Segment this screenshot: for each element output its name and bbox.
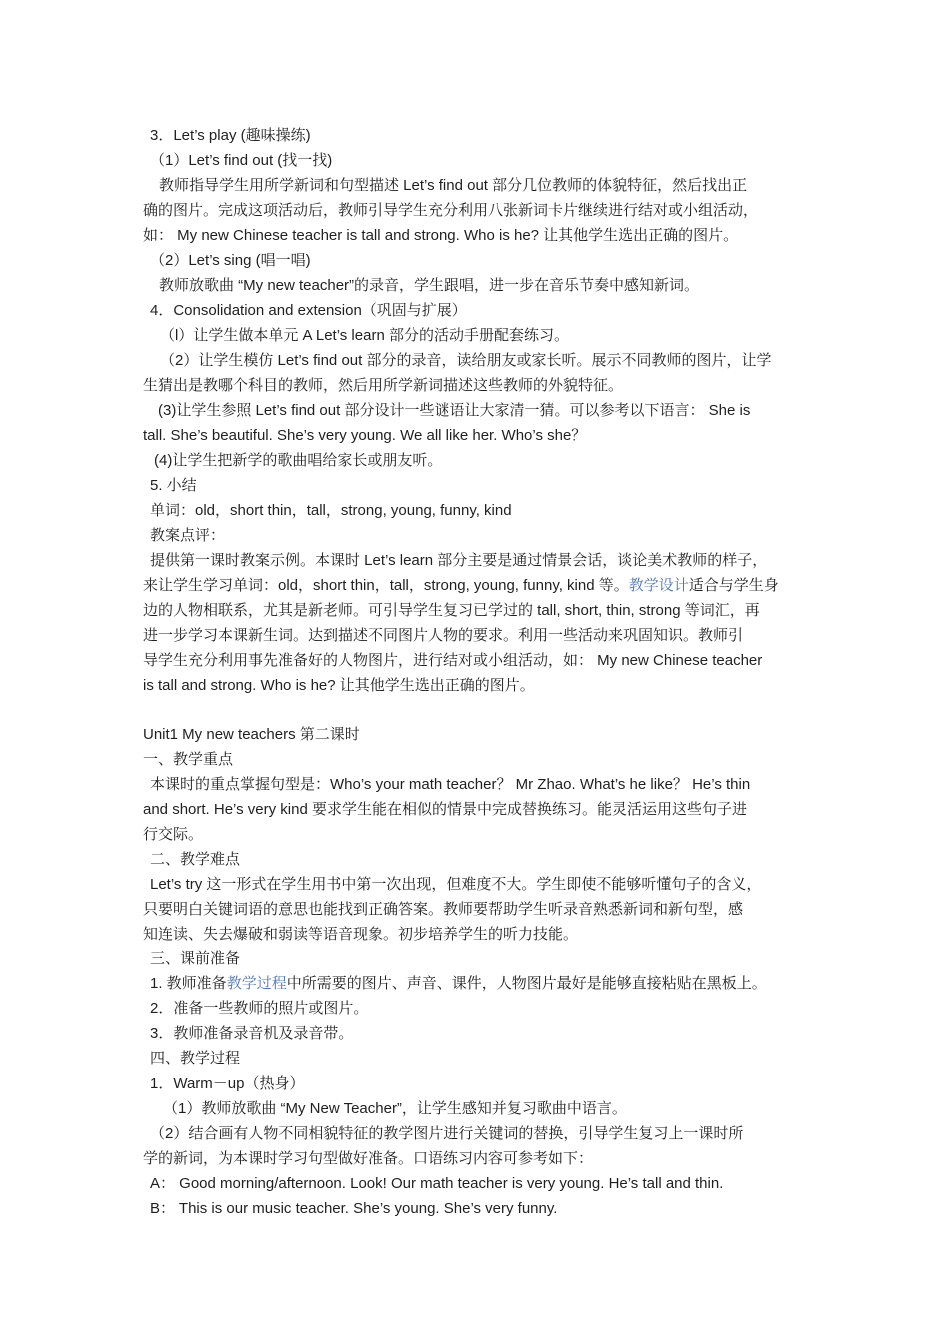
text-line	[143, 648, 823, 673]
text-line	[150, 248, 830, 273]
text-line	[143, 822, 823, 847]
text-line	[143, 598, 823, 623]
text-line	[150, 946, 830, 971]
text-line	[143, 623, 823, 648]
text-line	[150, 498, 830, 523]
line-text: 3．Let’s play (趣味操练)	[150, 127, 311, 144]
line-text: 四、教学过程	[150, 1050, 241, 1067]
text-line	[154, 448, 834, 473]
text-line	[150, 548, 830, 573]
line-text: 提供第一课时教案示例。本课时 Let’s learn 部分主要是通过情景会话，谈论美术教师的样子，	[150, 552, 768, 569]
text-line	[150, 523, 830, 548]
text-line	[150, 148, 830, 173]
text-line	[160, 323, 840, 348]
text-line	[160, 348, 840, 373]
line-text: Let’s try 这一形式在学生用书中第一次出现，但难度不大。学生即使不能够听懂句子的含义，	[150, 876, 762, 893]
line-text: 3．教师准备录音机及录音带。	[150, 1025, 354, 1042]
text-line	[150, 1021, 830, 1046]
text-line	[143, 922, 823, 947]
line-text: （2）让学生模仿 Let’s find out 部分的录音，读给朋友或家长听。展示不同教师的图片，让学	[160, 352, 772, 369]
text-line	[150, 971, 830, 996]
line-text: 边的人物相联系，尤其是新老师。可引导学生复习已学过的 tall, short, thin, strong 等词汇，再	[143, 602, 760, 619]
text-line	[143, 423, 823, 448]
line-text: 教师指导学生用所学新词和句型描述 Let’s find out 部分几位教师的体貌特征，然后找出正	[159, 177, 748, 194]
line-text: is tall and strong. Who is he? 让其他学生选出正确的图片。	[143, 677, 535, 694]
text-line	[159, 173, 839, 198]
line-text: 本课时的重点掌握句型是：Who’s your math teacher？ Mr Zhao. What’s he like？ He’s thin	[150, 776, 751, 793]
text-line	[158, 398, 838, 423]
line-text: 2．准备一些教师的照片或图片。	[150, 1000, 369, 1017]
line-text: 进一步学习本课新生词。达到描述不同图片人物的要求。利用一些活动来巩固知识。教师引	[143, 627, 744, 644]
line-text: 只要明白关键词语的意思也能找到正确答案。教师要帮助学生听录音熟悉新词和新句型，感	[143, 901, 744, 918]
line-text: （l）让学生做本单元 A Let’s learn 部分的活动手册配套练习。	[160, 327, 569, 344]
line-text: 学的新词，为本课时学习句型做好准备。口语练习内容可参考如下：	[143, 1150, 594, 1167]
inline-link[interactable]: 教学过程	[226, 975, 287, 992]
line-text: 1. 教师准备	[150, 975, 227, 992]
text-line	[163, 1096, 843, 1121]
text-line	[150, 847, 830, 872]
text-line	[143, 747, 823, 772]
line-text: 来让学生学习单词：old，short thin，tall，strong, young, funny, kind 等。	[143, 577, 629, 594]
text-line	[150, 996, 830, 1021]
line-text: (3)让学生参照 Let’s find out 部分设计一些谜语让大家清一猜。可以参考以下语言： She is	[158, 402, 751, 419]
line-text: 教案点评：	[150, 527, 226, 544]
text-line	[150, 298, 830, 323]
text-line	[150, 1071, 830, 1096]
line-text: 知连读、失去爆破和弱读等语音现象。初步培养学生的听力技能。	[143, 926, 579, 943]
text-line	[143, 722, 823, 747]
text-line	[143, 573, 823, 598]
text-line	[143, 373, 823, 398]
line-text: and short. He’s very kind 要求学生能在相似的情景中完成替换练习。能灵活运用这些句子进	[143, 801, 747, 818]
text-line	[150, 1171, 830, 1196]
line-text: tall. She’s beautiful. She’s very young. We all like her. Who’s she？	[143, 427, 587, 444]
line-text: （1）教师放歌曲 “My New Teacher”，让学生感知并复习歌曲中语言。	[163, 1100, 627, 1117]
line-text: （1）Let’s find out (找一找)	[150, 152, 333, 169]
text-line	[150, 123, 830, 148]
line-text: A： Good morning/afternoon. Look! Our math teacher is very young. He’s tall and thin.	[150, 1175, 724, 1192]
text-line	[159, 273, 839, 298]
text-line	[143, 1146, 823, 1171]
line-text: 4．Consolidation and extension（巩固与扩展）	[150, 302, 467, 319]
text-line	[150, 1046, 830, 1071]
line-text-continued: 中所需要的图片、声音、课件，人物图片最好是能够直接粘贴在黑板上。	[286, 975, 767, 992]
text-line	[150, 772, 830, 797]
line-text: 导学生充分利用事先准备好的人物图片，进行结对或小组活动，如： My new Chinese teacher	[143, 652, 763, 669]
line-text: 单词：old，short thin，tall，strong, young, funny, kind	[150, 502, 512, 519]
text-line	[143, 673, 823, 698]
inline-link[interactable]: 教学设计	[628, 577, 689, 594]
line-text: (4)让学生把新学的歌曲唱给家长或朋友听。	[154, 452, 443, 469]
line-text: （2）结合画有人物不同相貌特征的教学图片进行关键词的替换，引导学生复习上一课时所	[150, 1125, 744, 1142]
line-text: Unit1 My new teachers 第二课时	[143, 726, 360, 743]
line-text: 一、教学重点	[143, 751, 234, 768]
text-line	[143, 198, 823, 223]
line-text: 1．Warm－up（热身）	[150, 1075, 305, 1092]
line-text: 5. 小结	[150, 477, 197, 494]
line-text: （2）Let’s sing (唱一唱)	[150, 252, 311, 269]
line-text: 二、教学难点	[150, 851, 241, 868]
text-line	[150, 1121, 830, 1146]
line-text-continued: 适合与学生身	[688, 577, 779, 594]
text-line	[150, 1196, 830, 1221]
text-line	[143, 223, 823, 248]
text-line	[143, 797, 823, 822]
line-text: 如： My new Chinese teacher is tall and strong. Who is he? 让其他学生选出正确的图片。	[143, 227, 739, 244]
line-text: 行交际。	[143, 826, 204, 843]
line-text: B： This is our music teacher. She’s young. She’s very funny.	[150, 1200, 558, 1217]
text-line	[150, 872, 830, 897]
line-text: 生猜出是教哪个科目的教师，然后用所学新词描述这些教师的外貌特征。	[143, 377, 624, 394]
text-line	[143, 897, 823, 922]
text-line	[150, 473, 830, 498]
line-text: 三、课前准备	[150, 950, 241, 967]
line-text: 教师放歌曲 “My new teacher”的录音，学生跟唱，进一步在音乐节奏中感知新词。	[159, 277, 700, 294]
line-text: 确的图片。完成这项活动后，教师引导学生充分利用八张新词卡片继续进行结对或小组活动，	[143, 202, 759, 219]
